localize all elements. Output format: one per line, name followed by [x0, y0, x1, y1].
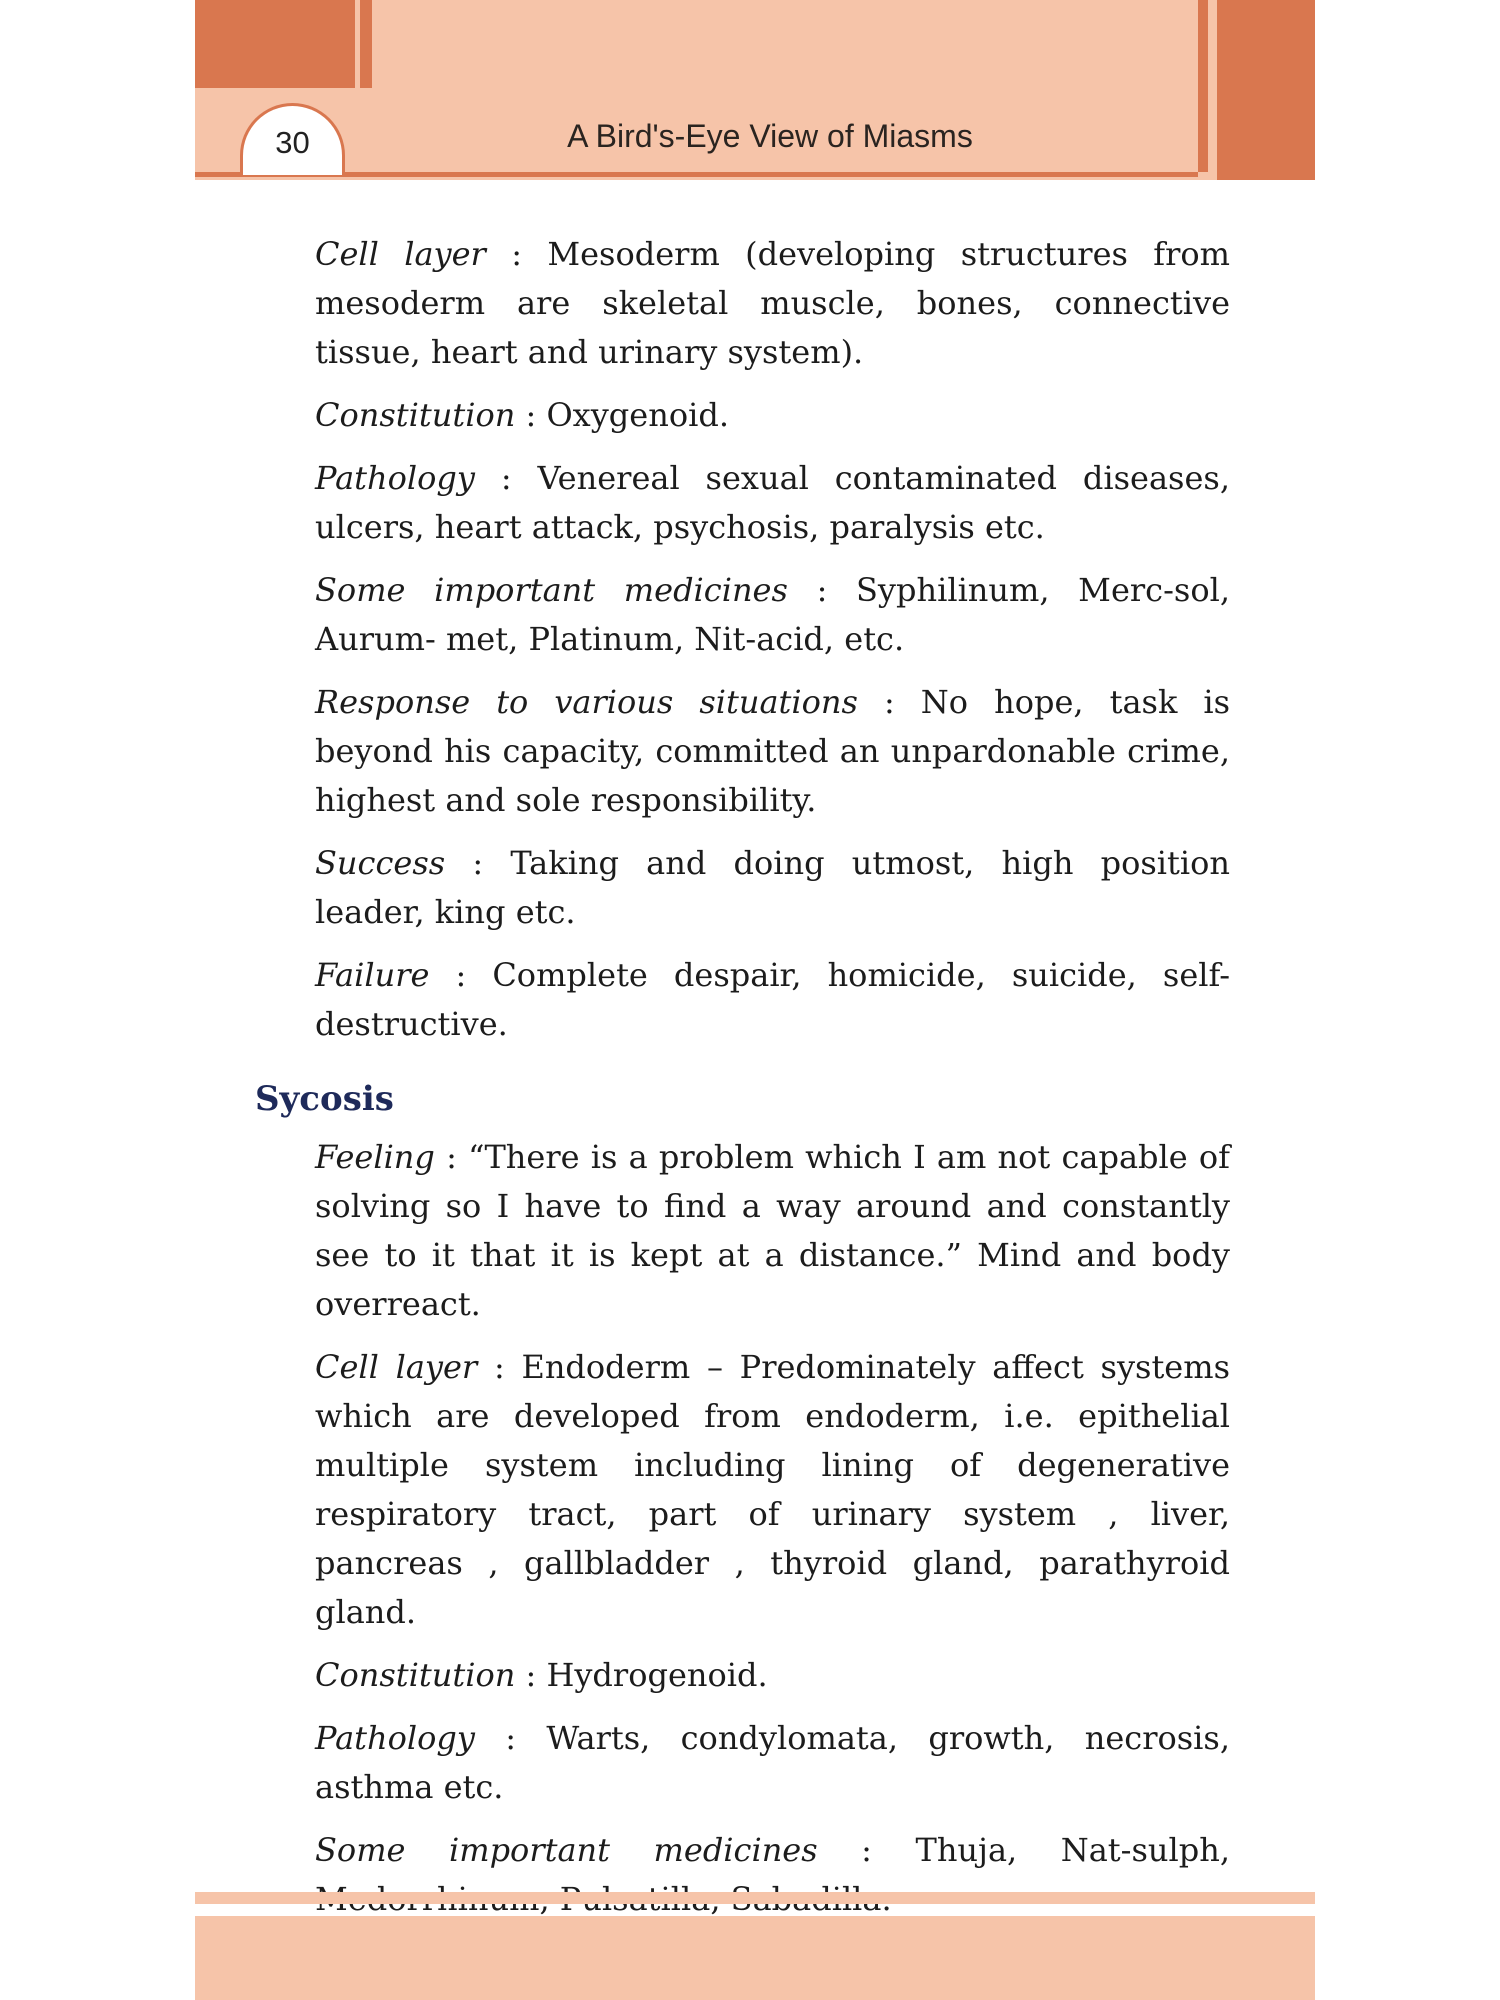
footer-rule — [195, 1892, 1315, 1904]
entry-pathology-syphilis: Pathology : Venereal sexual contaminated diseases, ulcers, heart attack, psychosis, paralysis etc. — [315, 459, 1231, 546]
entry-cell-layer-mesoderm: Cell layer : Mesoderm (developing structures from mesoderm are skeletal muscle, bones, connective tissue, heart and urinary system). — [315, 235, 1231, 371]
entry-medicines-sycosis: Some important medicines : Thuja, Nat-sulph, — [315, 1831, 1230, 1869]
header-decor-block-right — [1217, 0, 1315, 180]
header-decor-bar-right — [1198, 0, 1208, 172]
entry-medicines-syphilis: Some important medicines : Syphilinum, Merc-sol, Aurum- met, Platinum, Nit-acid, etc. — [315, 571, 1231, 658]
header-rule — [195, 172, 1198, 177]
running-title: A Bird's-Eye View of Miasms — [567, 118, 973, 154]
entry-constitution-oxygenoid: Constitution : Oxygenoid. — [315, 396, 729, 434]
page-header — [195, 0, 1315, 180]
entry-feeling-sycosis: Feeling : “There is a problem which I am not capable of solving so I have to find a way around and constantly see to it that it is kept at a distance.” Mind and body overreact. — [315, 1138, 1231, 1323]
entry-constitution-hydrogenoid: Constitution : Hydrogenoid. — [315, 1656, 768, 1694]
entry-failure: Failure : Complete despair, homicide, suicide, self-destructive. — [315, 956, 1230, 1043]
book-page — [195, 0, 1315, 2000]
header-decor-block-left — [195, 0, 355, 88]
section-heading-sycosis: Sycosis — [255, 1079, 394, 1119]
page-content — [255, 230, 1231, 1938]
entry-pathology-sycosis: Pathology : Warts, condylomata, growth, necrosis, asthma etc. — [315, 1719, 1230, 1806]
entry-cell-layer-endoderm: Cell layer : Endoderm – Predominately affect systems which are developed from endoderm, i.e. epithelial multiple system including lining of degenerative respiratory tract, part of urinary system , liver, pancreas , gallbladder , thyroid gland, parathyroid gland. — [315, 1348, 1231, 1631]
page-number: 30 — [240, 103, 345, 175]
page-footer — [195, 1916, 1315, 2000]
header-decor-bar-left — [360, 0, 372, 88]
entry-success: Success : Taking and doing utmost, high position leader, king etc. — [315, 844, 1230, 931]
entry-response-situations: Response to various situations : No hope, task is beyond his capacity, committed an unpardonable crime, highest and sole responsibility. — [315, 683, 1231, 819]
